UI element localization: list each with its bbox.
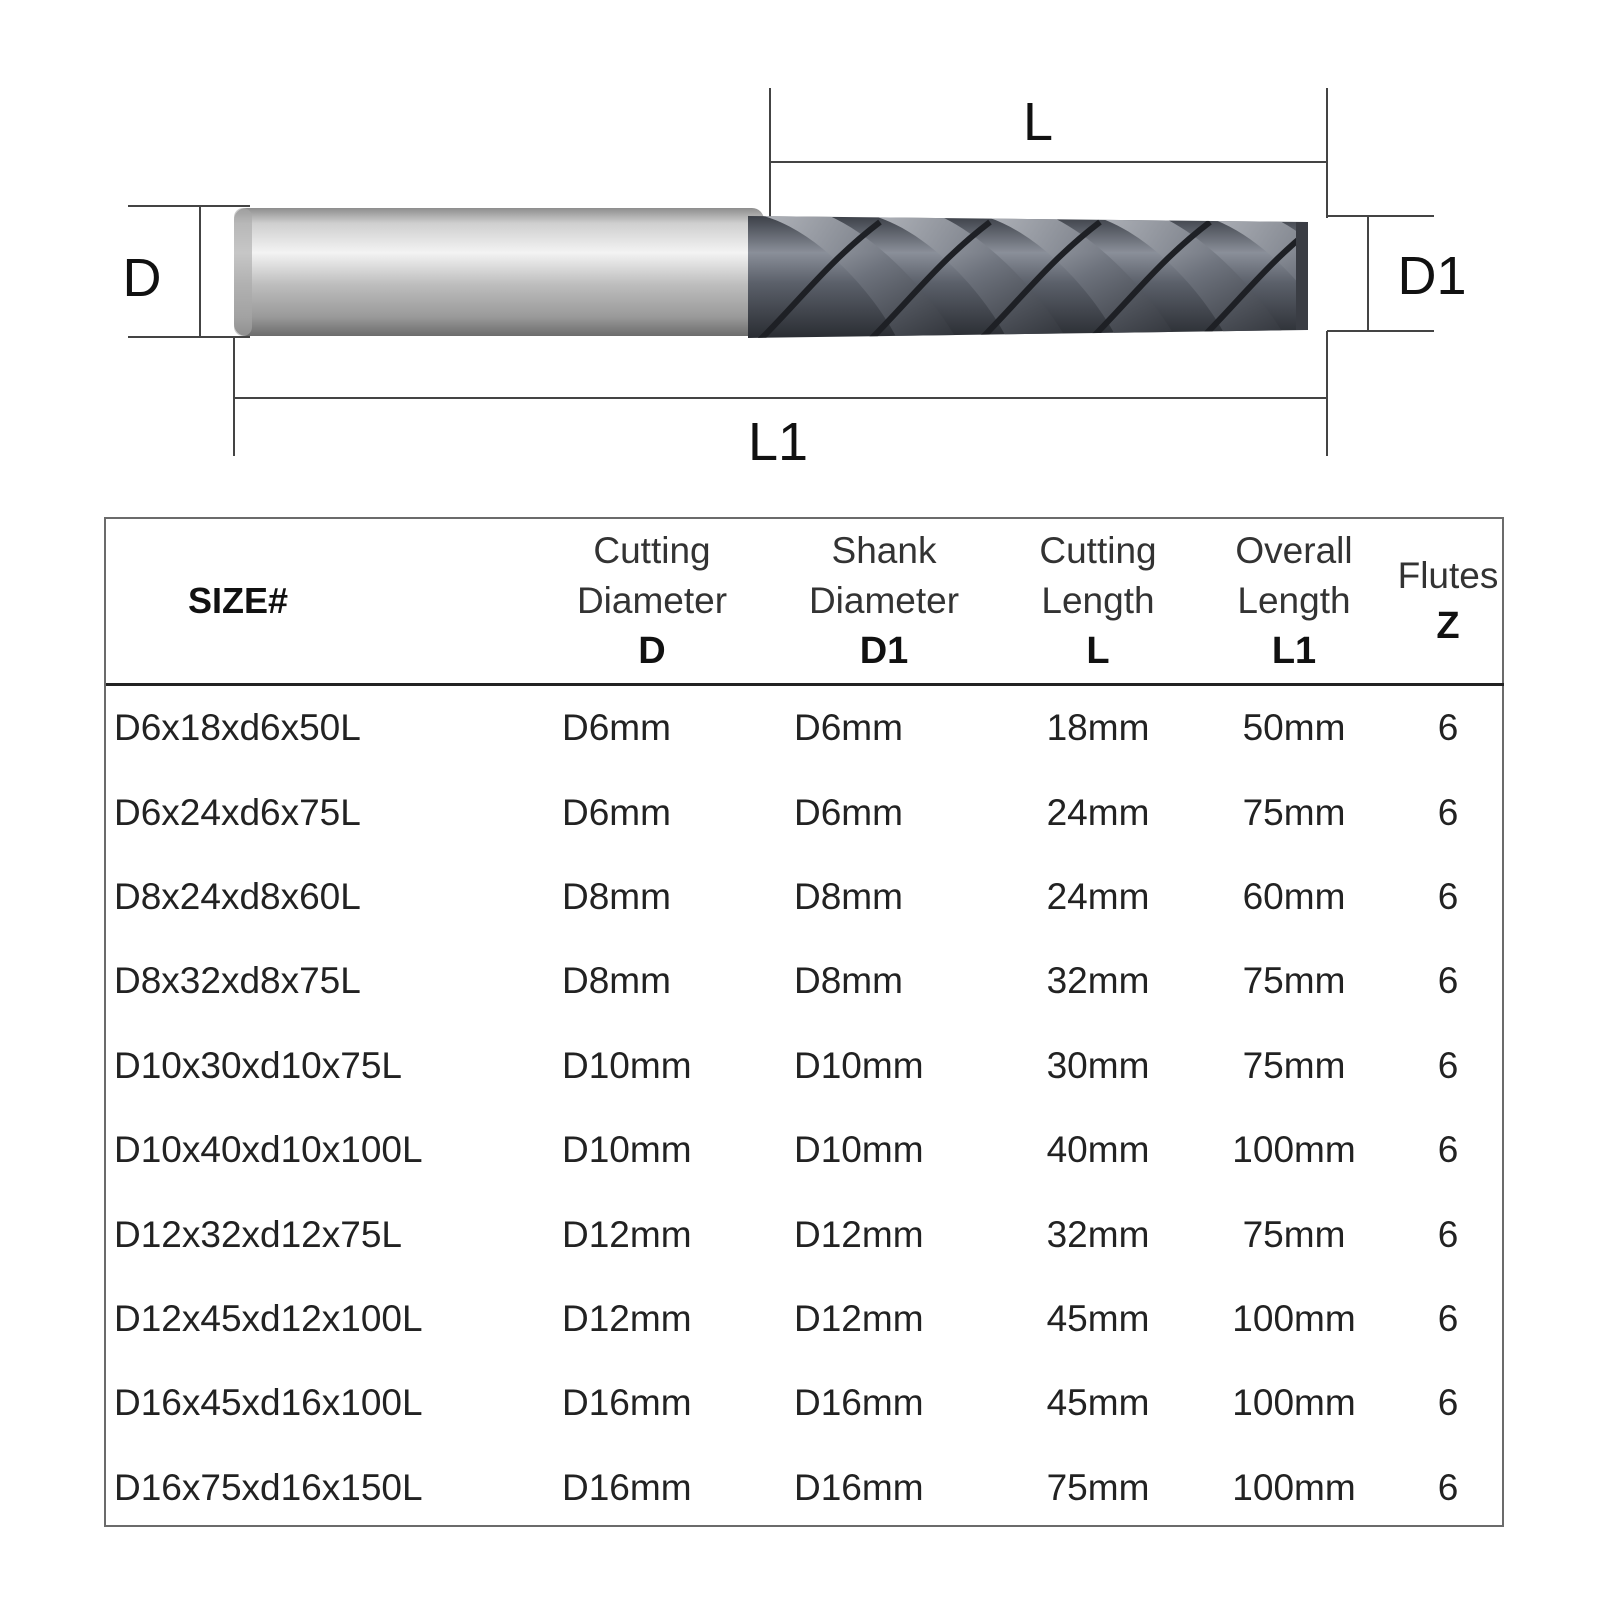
- cell-cutting-length: 30mm: [1046, 1044, 1150, 1086]
- cell-overall-length: 60mm: [1242, 875, 1346, 917]
- cell-cutting-length: 40mm: [1046, 1129, 1150, 1171]
- cell-shank-diameter: D8mm: [794, 875, 903, 917]
- cell-cutting-diameter: D16mm: [562, 1466, 692, 1508]
- cell-size: D8x24xd8x60L: [114, 875, 361, 917]
- cell-size: D6x24xd6x75L: [114, 791, 361, 833]
- table-row: [106, 1108, 1504, 1192]
- cell-cutting-diameter: D6mm: [562, 707, 671, 749]
- header-flutes: Flutes Z: [1392, 519, 1504, 685]
- cell-cutting-diameter: D6mm: [562, 791, 671, 833]
- cell-size: D8x32xd8x75L: [114, 960, 361, 1002]
- cell-flutes: 6: [1437, 791, 1459, 833]
- header-shank-diameter: Shank Diameter D1: [768, 519, 1000, 685]
- cell-flutes: 6: [1437, 1129, 1459, 1171]
- table-row: [106, 1361, 1504, 1445]
- cell-overall-length: 50mm: [1242, 707, 1346, 749]
- cell-cutting-length: 32mm: [1046, 960, 1150, 1002]
- cell-overall-length: 75mm: [1242, 1044, 1346, 1086]
- cell-cutting-length: 75mm: [1046, 1466, 1150, 1508]
- label-D1: D1: [1397, 246, 1467, 306]
- cell-flutes: 6: [1437, 1382, 1459, 1424]
- cell-cutting-diameter: D8mm: [562, 960, 671, 1002]
- cell-cutting-length: 32mm: [1046, 1213, 1150, 1255]
- cell-flutes: 6: [1437, 1466, 1459, 1508]
- table-header-row: [106, 519, 1504, 685]
- cell-size: D6x18xd6x50L: [114, 707, 361, 749]
- end-mill-dimension-diagram: [0, 0, 1600, 480]
- cell-cutting-diameter: D8mm: [562, 875, 671, 917]
- cell-size: D10x40xd10x100L: [114, 1129, 423, 1171]
- cell-overall-length: 100mm: [1232, 1382, 1356, 1424]
- table-row: [106, 939, 1504, 1023]
- cell-cutting-diameter: D12mm: [562, 1213, 692, 1255]
- shank: [234, 208, 764, 336]
- cell-cutting-length: 45mm: [1046, 1297, 1150, 1339]
- cell-shank-diameter: D12mm: [794, 1297, 924, 1339]
- header-overall-length: Overall Length L1: [1196, 519, 1392, 685]
- cell-overall-length: 100mm: [1232, 1129, 1356, 1171]
- header-cutting-length: Cutting Length L: [1000, 519, 1196, 685]
- cell-shank-diameter: D10mm: [794, 1044, 924, 1086]
- spec-table: [106, 519, 1504, 1530]
- label-L1: L1: [747, 412, 809, 472]
- cell-shank-diameter: D6mm: [794, 791, 903, 833]
- cell-flutes: 6: [1437, 1213, 1459, 1255]
- cell-overall-length: 75mm: [1242, 1213, 1346, 1255]
- cell-cutting-diameter: D16mm: [562, 1382, 692, 1424]
- header-cutting-diameter: Cutting Diameter D: [536, 519, 768, 685]
- table-row: [106, 855, 1504, 939]
- cell-size: D16x75xd16x150L: [114, 1466, 423, 1508]
- cell-overall-length: 100mm: [1232, 1466, 1356, 1508]
- cell-cutting-length: 18mm: [1046, 707, 1150, 749]
- table-row: [106, 770, 1504, 854]
- table-row: [106, 1277, 1504, 1361]
- cell-flutes: 6: [1437, 960, 1459, 1002]
- cell-flutes: 6: [1437, 875, 1459, 917]
- cell-overall-length: 75mm: [1242, 960, 1346, 1002]
- cell-cutting-diameter: D12mm: [562, 1297, 692, 1339]
- label-D: D: [122, 248, 162, 308]
- cell-size: D12x45xd12x100L: [114, 1297, 423, 1339]
- cell-size: D12x32xd12x75L: [114, 1213, 402, 1255]
- cell-cutting-length: 45mm: [1046, 1382, 1150, 1424]
- cell-size: D10x30xd10x75L: [114, 1044, 402, 1086]
- cell-flutes: 6: [1437, 707, 1459, 749]
- cell-cutting-diameter: D10mm: [562, 1129, 692, 1171]
- cell-shank-diameter: D12mm: [794, 1213, 924, 1255]
- cell-flutes: 6: [1437, 1044, 1459, 1086]
- cell-cutting-length: 24mm: [1046, 875, 1150, 917]
- cell-cutting-diameter: D10mm: [562, 1044, 692, 1086]
- label-L: L: [1022, 92, 1054, 152]
- table-row: [106, 1446, 1504, 1530]
- cell-shank-diameter: D6mm: [794, 707, 903, 749]
- cell-overall-length: 100mm: [1232, 1297, 1356, 1339]
- cutting-flutes: [748, 212, 1400, 345]
- cell-size: D16x45xd16x100L: [114, 1382, 423, 1424]
- cell-cutting-length: 24mm: [1046, 791, 1150, 833]
- spec-table-container: [104, 517, 1504, 1527]
- table-row: [106, 1024, 1504, 1108]
- cell-flutes: 6: [1437, 1297, 1459, 1339]
- table-row: [106, 1192, 1504, 1276]
- cell-shank-diameter: D8mm: [794, 960, 903, 1002]
- header-size: SIZE#: [106, 519, 536, 685]
- cell-shank-diameter: D16mm: [794, 1382, 924, 1424]
- cell-shank-diameter: D16mm: [794, 1466, 924, 1508]
- cell-shank-diameter: D10mm: [794, 1129, 924, 1171]
- table-row: [106, 685, 1504, 771]
- cell-overall-length: 75mm: [1242, 791, 1346, 833]
